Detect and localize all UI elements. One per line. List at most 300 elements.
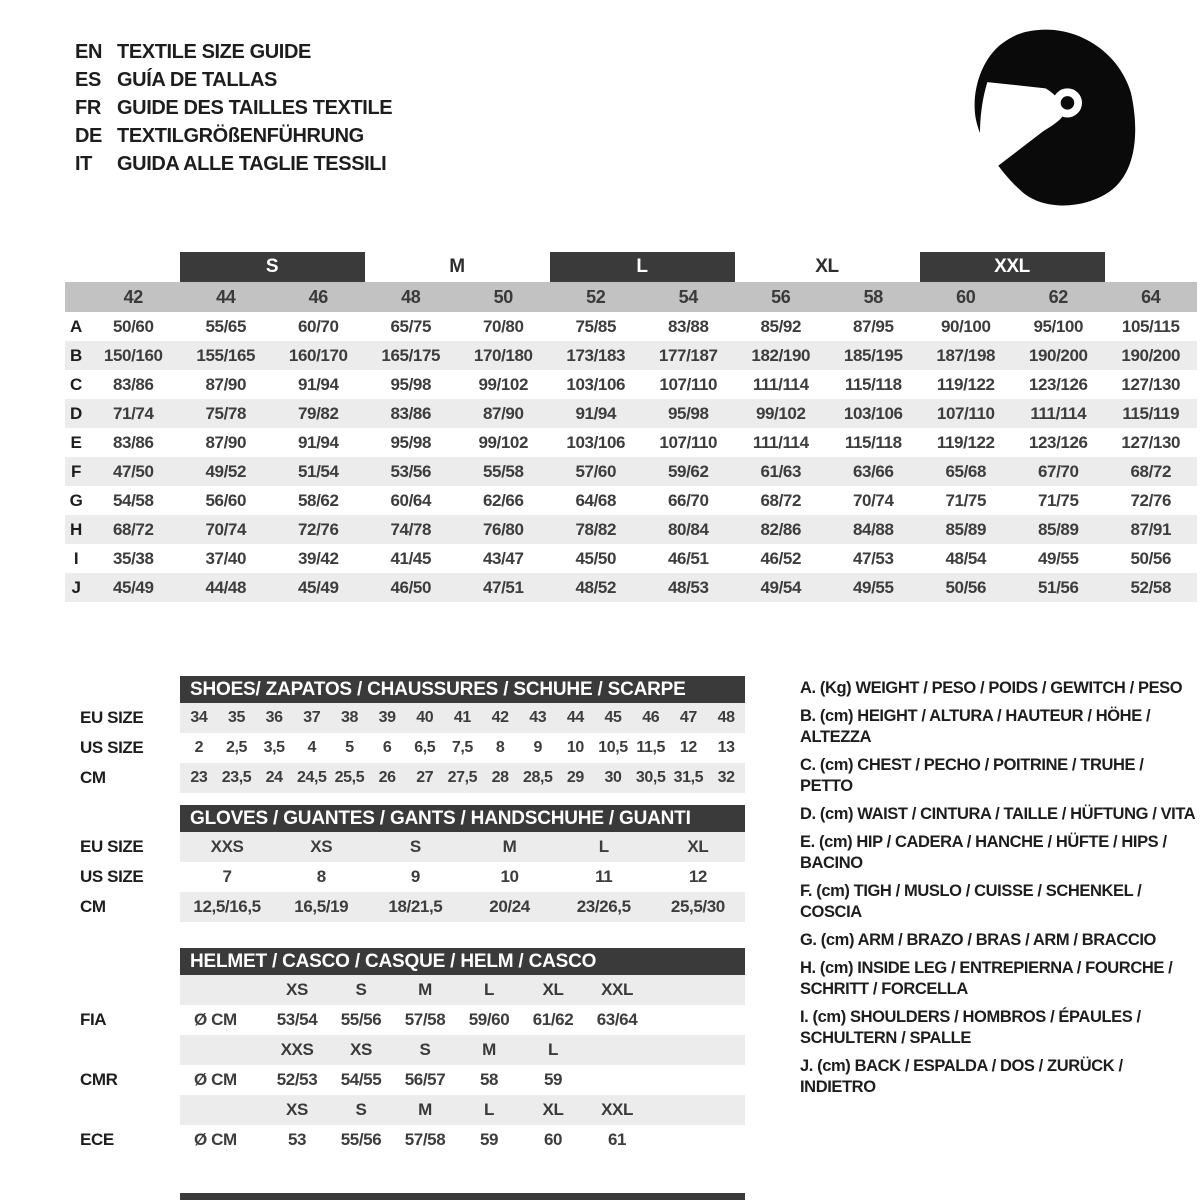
shoe-size-cell: 45 [594, 703, 632, 733]
measure-cell: 46/50 [390, 577, 432, 597]
row-label-eu-size: EU SIZE [80, 832, 180, 862]
row-label-us-size: US SIZE [80, 862, 180, 892]
measure-cell: 83/88 [667, 316, 709, 336]
measure-cell: 115/119 [1122, 403, 1180, 423]
unit-label: Ø CM [180, 1065, 265, 1095]
helmet-size-cell: 53 [265, 1125, 329, 1155]
size-column-header: 44 [216, 286, 236, 307]
shoe-size-cell: 36 [255, 703, 293, 733]
shoes-title-row [80, 676, 745, 703]
measure-cell: 58/62 [297, 490, 339, 510]
empty-cell [1105, 252, 1198, 282]
glove-size-cell: S [368, 832, 462, 862]
helmet-size-header: L [457, 975, 521, 1005]
measure-cell: 111/114 [752, 432, 809, 452]
helmet-size-header: M [457, 1035, 521, 1065]
glove-size-cell: 18/21,5 [368, 892, 462, 922]
measure-row-e [65, 428, 1197, 457]
filler-cell [649, 1065, 745, 1095]
row-label-us-size: US SIZE [80, 733, 180, 763]
legend-item: E. (cm) HIP / CADERA / HANCHE / HÜFTE / HIPS / BACINO [800, 833, 1167, 872]
row-label-ece: ECE [80, 1125, 180, 1155]
shoe-size-cell: 4 [307, 739, 317, 756]
measure-cell: 99/102 [478, 432, 529, 452]
measure-cell: 150/160 [103, 345, 163, 365]
measure-cell: 119/122 [936, 374, 995, 394]
shoe-size-cell: 23,5 [218, 763, 256, 793]
measure-cell: 79/82 [297, 403, 339, 423]
empty-cell [65, 282, 87, 312]
shoe-size-cell: 27 [406, 763, 444, 793]
shoe-size-cell: 41 [444, 703, 482, 733]
measure-cell: 190/200 [1028, 345, 1088, 365]
measure-cell: 78/82 [575, 519, 617, 539]
filler-cell [649, 1095, 745, 1125]
helmet-size-header: XL [521, 975, 585, 1005]
measure-cell: 61/63 [760, 461, 802, 481]
shoe-size-cell: 10,5 [598, 739, 628, 756]
legend-item: B. (cm) HEIGHT / ALTURA / HAUTEUR / HÖHE / ALTEZZA [800, 707, 1151, 746]
helmet-size-cell: 55/56 [329, 1005, 393, 1035]
shoe-size-cell: 27,5 [444, 763, 482, 793]
glove-size-cell: XL [651, 832, 745, 862]
measure-cell: 91/94 [297, 432, 339, 452]
glove-size-cell: 16,5/19 [274, 892, 368, 922]
empty-cell [80, 805, 180, 832]
shoe-size-cell: 3,5 [263, 739, 285, 756]
shoe-size-cell: 42 [481, 703, 519, 733]
helmet-size-header: S [393, 1035, 457, 1065]
size-group-m: M [365, 252, 550, 282]
measure-cell: 72/76 [1130, 490, 1172, 510]
gloves-title-row [80, 805, 745, 832]
measure-cell: 65/68 [945, 461, 987, 481]
helmet-size-cell [585, 1065, 649, 1095]
legend-item: I. (cm) SHOULDERS / HOMBROS / ÉPAULES / SCHULTERN / SPALLE [800, 1008, 1141, 1047]
measure-cell: 55/65 [205, 316, 247, 336]
measurement-legend [800, 678, 1196, 1105]
measure-cell: 48/53 [667, 577, 709, 597]
shoes-size-table [80, 676, 745, 793]
shoe-size-cell: 31,5 [670, 763, 708, 793]
measure-cell: 87/90 [205, 432, 247, 452]
measure-cell: 95/98 [667, 403, 709, 423]
tbody-element [80, 832, 745, 922]
measure-cell: 37/40 [205, 548, 247, 568]
measure-cell: 68/72 [112, 519, 154, 539]
cmr-values-row [80, 1065, 745, 1095]
shoe-size-cell: 11,5 [636, 739, 666, 756]
measure-cell: 127/130 [1121, 374, 1181, 394]
measure-cell: 85/89 [1037, 519, 1079, 539]
row-label-fia: FIA [80, 1005, 180, 1035]
measure-cell: 49/55 [852, 577, 894, 597]
measure-row-b [65, 341, 1197, 370]
glove-size-cell: 8 [316, 867, 326, 886]
shoe-size-cell: 24,5 [293, 763, 331, 793]
glove-size-cell: XS [274, 832, 368, 862]
glove-size-cell: 9 [410, 867, 420, 886]
filler-cell [649, 1125, 745, 1155]
measure-cell: 187/198 [936, 345, 996, 365]
measure-cell: 49/55 [1037, 548, 1079, 568]
measure-cell: 95/98 [390, 374, 432, 394]
measure-cell: 68/72 [760, 490, 802, 510]
measure-row-f [65, 457, 1197, 486]
measure-row-g [65, 486, 1197, 515]
glove-size-cell: 23/26,5 [557, 892, 651, 922]
size-column-header: 52 [586, 286, 606, 307]
measure-cell: 87/90 [205, 374, 247, 394]
shoe-size-cell: 48 [707, 703, 745, 733]
gloves-table-title: GLOVES / GUANTES / GANTS / HANDSCHUHE / GUANTI [180, 805, 745, 832]
empty-cell [80, 975, 180, 1005]
legend-item: F. (cm) TIGH / MUSLO / CUISSE / SCHENKEL / COSCIA [800, 882, 1142, 921]
measure-cell: 99/102 [478, 374, 529, 394]
shoes-cm-row [80, 763, 745, 793]
row-label: C [70, 374, 82, 394]
shoe-size-cell: 35 [218, 703, 256, 733]
gloves-eu-size-row [80, 832, 745, 862]
measure-cell: 64/68 [575, 490, 617, 510]
measure-row-h [65, 515, 1197, 544]
measure-cell: 60/70 [297, 316, 339, 336]
size-group-l: L [550, 252, 735, 282]
shoe-size-cell: 10 [566, 739, 584, 756]
row-label-cm: CM [80, 892, 180, 922]
thead-element [80, 948, 745, 975]
row-label: H [70, 519, 82, 539]
measure-cell: 46/52 [760, 548, 802, 568]
glove-size-cell: M [462, 832, 556, 862]
legend-item: G. (cm) ARM / BRAZO / BRAS / ARM / BRACCIO [800, 931, 1156, 949]
helmet-size-table [80, 948, 745, 1155]
measure-cell: 56/60 [205, 490, 247, 510]
measure-cell: 123/126 [1028, 432, 1088, 452]
measure-cell: 49/52 [205, 461, 247, 481]
size-column-header: 60 [956, 286, 976, 307]
textile-size-table [65, 252, 1197, 602]
glove-size-cell: 10 [500, 867, 519, 886]
filler-cell [649, 975, 745, 1005]
helmet-size-cell: 53/54 [265, 1005, 329, 1035]
measure-cell: 90/100 [940, 316, 991, 336]
filler-cell [649, 1035, 745, 1065]
ece-values-row [80, 1125, 745, 1155]
cmr-size-header-row [80, 1035, 745, 1065]
helmet-table-title: HELMET / CASCO / CASQUE / HELM / CASCO [180, 948, 745, 975]
measure-cell: 35/38 [112, 548, 154, 568]
shoe-size-cell: 39 [368, 703, 406, 733]
measure-cell: 59/62 [667, 461, 709, 481]
glove-size-cell: 20/24 [462, 892, 556, 922]
shoe-size-cell: 13 [717, 739, 735, 756]
measure-cell: 103/106 [566, 432, 626, 452]
shoes-table-title: SHOES/ ZAPATOS / CHAUSSURES / SCHUHE / SCARPE [180, 676, 745, 703]
fia-values-row [80, 1005, 745, 1035]
language-title-list [75, 38, 392, 178]
helmet-size-cell: 57/58 [393, 1005, 457, 1035]
empty-cell [80, 1035, 180, 1065]
glove-size-cell: 11 [595, 867, 613, 886]
legend-item: J. (cm) BACK / ESPALDA / DOS / ZURÜCK / INDIETRO [800, 1057, 1123, 1096]
measure-cell: 107/110 [659, 374, 718, 394]
shoe-size-cell: 12 [679, 739, 697, 756]
measure-cell: 91/94 [297, 374, 339, 394]
guide-title-es: GUÍA DE TALLAS [117, 68, 277, 91]
measure-cell: 51/54 [297, 461, 339, 481]
cropped-next-table-bar [180, 1193, 745, 1200]
shoe-size-cell: 24 [255, 763, 293, 793]
helmet-size-header: L [521, 1035, 585, 1065]
shoe-size-cell: 38 [331, 703, 369, 733]
helmet-size-cell: 52/53 [265, 1065, 329, 1095]
shoe-size-cell: 2 [194, 739, 204, 756]
measure-cell: 173/183 [566, 345, 626, 365]
lang-code: IT [75, 152, 92, 175]
measure-cell: 47/53 [852, 548, 894, 568]
helmet-size-cell: 55/56 [329, 1125, 393, 1155]
measure-row-j [65, 573, 1197, 602]
helmet-size-header: XS [265, 1095, 329, 1125]
size-column-header: 56 [771, 286, 791, 307]
filler-cell [649, 1005, 745, 1035]
row-label: I [73, 548, 79, 568]
helmet-size-cell: 61 [585, 1125, 649, 1155]
row-label: J [71, 577, 81, 597]
measure-cell: 85/92 [760, 316, 802, 336]
measure-cell: 43/47 [482, 548, 524, 568]
measure-cell: 66/70 [667, 490, 709, 510]
measure-cell: 115/118 [844, 374, 902, 394]
empty-cell [65, 252, 180, 282]
measure-cell: 177/187 [658, 345, 718, 365]
gloves-size-table [80, 805, 745, 922]
measure-cell: 71/74 [112, 403, 154, 423]
shoe-size-cell: 30 [594, 763, 632, 793]
helmet-size-cell: 59 [457, 1125, 521, 1155]
lang-code: EN [75, 40, 102, 63]
lang-code: ES [75, 68, 101, 91]
measure-cell: 115/118 [844, 432, 902, 452]
measure-row-c [65, 370, 1197, 399]
helmet-size-cell: 59/60 [457, 1005, 521, 1035]
measure-cell: 67/70 [1037, 461, 1079, 481]
shoe-size-cell: 44 [557, 703, 595, 733]
measure-cell: 62/66 [482, 490, 524, 510]
helmet-size-cell: 59 [521, 1065, 585, 1095]
measure-cell: 45/50 [575, 548, 617, 568]
measure-cell: 103/106 [566, 374, 626, 394]
size-column-header: 58 [863, 286, 883, 307]
measure-cell: 57/60 [575, 461, 617, 481]
helmet-size-cell: 61/62 [521, 1005, 585, 1035]
unit-label: Ø CM [180, 1005, 265, 1035]
measure-cell: 63/66 [852, 461, 894, 481]
legend-item: H. (cm) INSIDE LEG / ENTREPIERNA / FOURCHE / SCHRITT / FORCELLA [800, 959, 1173, 998]
measure-cell: 99/102 [755, 403, 806, 423]
measure-cell: 170/180 [473, 345, 533, 365]
row-label: F [71, 461, 81, 481]
row-label: G [69, 490, 83, 510]
measure-cell: 46/51 [667, 548, 709, 568]
fia-size-header-row [80, 975, 745, 1005]
measure-cell: 74/78 [390, 519, 432, 539]
measure-cell: 53/56 [390, 461, 432, 481]
measure-cell: 55/58 [482, 461, 524, 481]
measure-cell: 45/49 [112, 577, 154, 597]
helmet-size-header: M [393, 1095, 457, 1125]
measure-cell: 127/130 [1121, 432, 1181, 452]
helmet-size-cell: 56/57 [393, 1065, 457, 1095]
measure-cell: 65/75 [390, 316, 432, 336]
guide-title-it: GUIDA ALLE TAGLIE TESSILI [117, 152, 387, 175]
size-group-s: S [180, 252, 365, 282]
empty-cell [80, 1095, 180, 1125]
size-group-header-row [65, 252, 1197, 282]
measure-cell: 95/98 [390, 432, 432, 452]
measure-cell: 105/115 [1121, 316, 1180, 336]
shoe-size-cell: 2,5 [225, 739, 247, 756]
size-column-header: 50 [493, 286, 513, 307]
row-label: A [70, 316, 82, 336]
guide-title-en: TEXTILE SIZE GUIDE [117, 40, 311, 63]
shoe-size-cell: 5 [345, 739, 354, 756]
measure-cell: 123/126 [1028, 374, 1088, 394]
ece-size-header-row [80, 1095, 745, 1125]
size-column-header: 42 [123, 286, 143, 307]
shoe-size-cell: 40 [406, 703, 444, 733]
measure-cell: 155/165 [196, 345, 256, 365]
measure-cell: 95/100 [1033, 316, 1084, 336]
measure-cell: 71/75 [945, 490, 987, 510]
measure-row-d [65, 399, 1197, 428]
measure-cell: 60/64 [390, 490, 432, 510]
measure-cell: 76/80 [482, 519, 524, 539]
legend-item: A. (Kg) WEIGHT / PESO / POIDS / GEWITCH / PESO [800, 679, 1183, 697]
helmet-size-cell: 60 [521, 1125, 585, 1155]
row-label: E [70, 432, 82, 452]
row-label-eu-size: EU SIZE [80, 703, 180, 733]
measure-cell: 49/54 [760, 577, 802, 597]
lang-row-it [75, 150, 392, 178]
measure-cell: 87/95 [852, 316, 894, 336]
empty-cell [80, 948, 180, 975]
empty-cell [80, 676, 180, 703]
gloves-cm-row [80, 892, 745, 922]
size-group-xl: XL [735, 252, 920, 282]
shoe-size-cell: 30,5 [632, 763, 670, 793]
measure-cell: 41/45 [390, 548, 432, 568]
helmet-size-header: XL [521, 1095, 585, 1125]
helmet-size-header: L [457, 1095, 521, 1125]
tbody-element [80, 975, 745, 1155]
row-label: D [70, 403, 82, 423]
measure-cell: 54/58 [112, 490, 154, 510]
measure-cell: 107/110 [659, 432, 718, 452]
shoe-size-cell: 37 [293, 703, 331, 733]
size-column-header: 46 [308, 286, 328, 307]
measure-cell: 111/114 [752, 374, 809, 394]
shoe-size-cell: 34 [180, 703, 218, 733]
measure-cell: 52/58 [1130, 577, 1172, 597]
glove-size-cell: 25,5/30 [651, 892, 745, 922]
shoe-size-cell: 6 [382, 739, 392, 756]
helmet-title-row [80, 948, 745, 975]
row-label-cm: CM [80, 763, 180, 793]
measure-cell: 39/42 [297, 548, 339, 568]
measure-cell: 182/190 [751, 345, 811, 365]
shoe-size-cell: 43 [519, 703, 557, 733]
measure-cell: 87/90 [482, 403, 524, 423]
measure-row-a [65, 312, 1197, 341]
helmet-size-header: S [329, 975, 393, 1005]
measure-cell: 70/74 [852, 490, 894, 510]
measure-cell: 85/89 [945, 519, 987, 539]
gloves-us-size-row [80, 862, 745, 892]
measure-cell: 44/48 [205, 577, 247, 597]
measure-cell: 111/114 [1030, 403, 1087, 423]
empty-cell [180, 975, 265, 1005]
measure-cell: 75/78 [205, 403, 247, 423]
measure-cell: 71/75 [1037, 490, 1079, 510]
glove-size-cell: 12 [688, 867, 707, 886]
shoe-size-cell: 28,5 [519, 763, 557, 793]
measure-cell: 103/106 [843, 403, 903, 423]
shoe-size-cell: 6,5 [414, 739, 436, 756]
glove-size-cell: L [557, 832, 651, 862]
measure-cell: 48/54 [945, 548, 987, 568]
measure-cell: 45/49 [297, 577, 339, 597]
shoe-size-cell: 25,5 [331, 763, 369, 793]
measure-cell: 70/74 [205, 519, 247, 539]
shoes-us-size-row [80, 733, 745, 763]
shoe-size-cell: 29 [557, 763, 595, 793]
lang-row-de [75, 122, 392, 150]
helmet-size-header: S [329, 1095, 393, 1125]
row-label: B [70, 345, 82, 365]
empty-cell [180, 1035, 265, 1065]
helmet-size-header: M [393, 975, 457, 1005]
row-label-cmr: CMR [80, 1065, 180, 1095]
measure-cell: 50/56 [1130, 548, 1172, 568]
lang-row-fr [75, 94, 392, 122]
measure-cell: 87/91 [1130, 519, 1172, 539]
measure-cell: 51/56 [1037, 577, 1079, 597]
measure-cell: 83/86 [112, 374, 154, 394]
shoe-size-cell: 47 [670, 703, 708, 733]
measure-cell: 185/195 [843, 345, 903, 365]
shoe-size-cell: 32 [707, 763, 745, 793]
helmet-size-header [585, 1035, 649, 1065]
measure-cell: 83/86 [390, 403, 432, 423]
measure-cell: 119/122 [936, 432, 995, 452]
helmet-size-cell: 63/64 [585, 1005, 649, 1035]
size-column-header: 64 [1141, 286, 1161, 307]
glove-size-cell: XXS [180, 832, 274, 862]
measure-cell: 83/86 [112, 432, 154, 452]
measure-cell: 48/52 [575, 577, 617, 597]
thead-element [80, 676, 745, 703]
guide-title-fr: GUIDE DES TAILLES TEXTILE [117, 96, 393, 119]
guide-title-de: TEXTILGRÖßENFÜHRUNG [117, 124, 364, 147]
measure-cell: 75/85 [575, 316, 617, 336]
measure-cell: 91/94 [575, 403, 617, 423]
measure-cell: 68/72 [1130, 461, 1172, 481]
legend-item: D. (cm) WAIST / CINTURA / TAILLE / HÜFTUNG / VITA [800, 805, 1196, 823]
lang-row-es [75, 66, 392, 94]
helmet-size-header: XXL [585, 975, 649, 1005]
